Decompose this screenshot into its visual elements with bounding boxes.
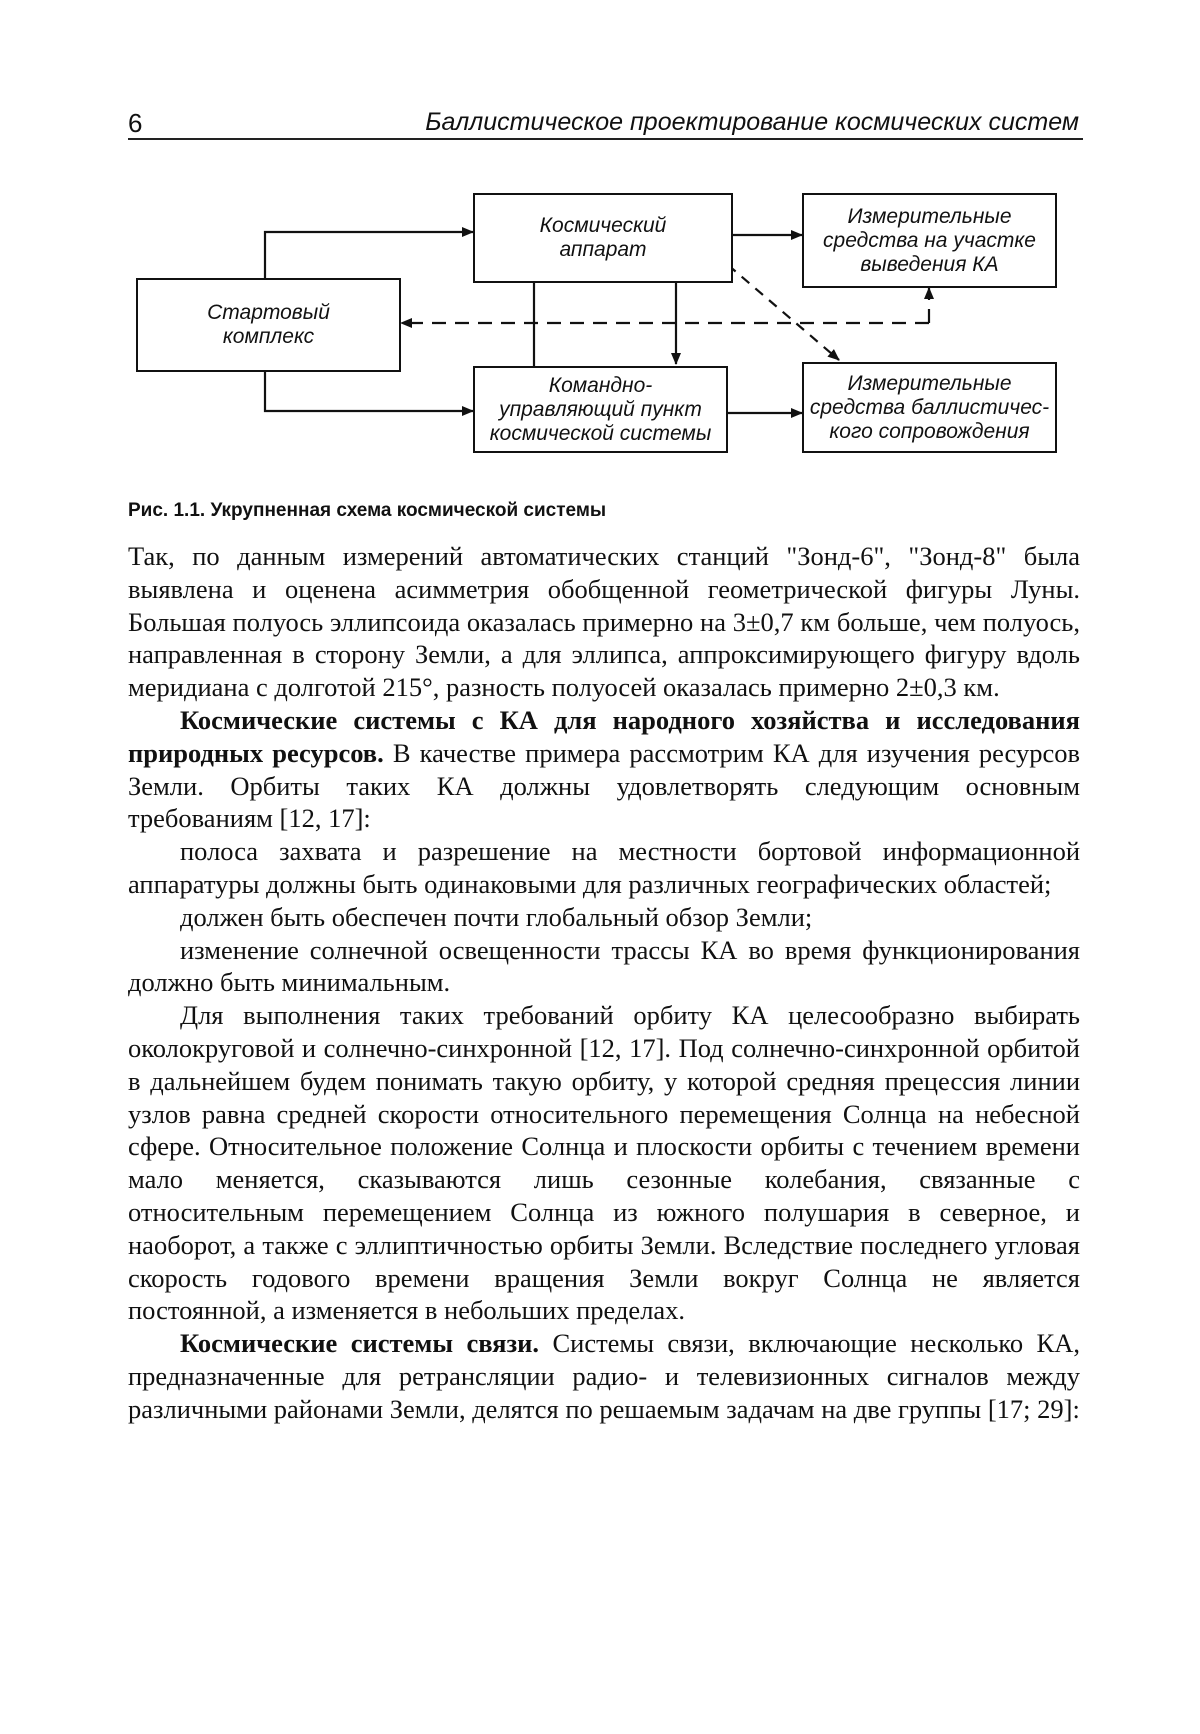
- launch-complex-box: Стартовый комплекс: [136, 278, 401, 372]
- running-title: Баллистическое проектирование космических систем: [425, 108, 1079, 136]
- paragraph: Так, по данным измерений автоматических станций "Зонд-6", "Зонд-8" была выявлена и оценена асимметрия обобщенной геометрической фигуры Луны. Большая полуось эллипсоида оказалась примерно на 3±0,7 км больше, чем полуось, направленная в сторону Земли, а для эллипса, аппроксимирующего фигуру вдоль меридиана с долготой 215°, разность полуосей оказалась примерно 2±0,3 км.: [128, 541, 1080, 703]
- figure-caption: Рис. 1.1. Укрупненная схема космической системы: [128, 500, 607, 521]
- section-heading: Космические системы с КА для народного хозяйства и исследования природных ресурсов.: [128, 704, 1080, 768]
- dashed-diagonal: [728, 265, 839, 360]
- section-heading: Космические системы связи.: [180, 1328, 540, 1359]
- page-number: 6: [128, 108, 143, 138]
- system-diagram: [0, 0, 1200, 470]
- diagram-connectors: [0, 0, 1200, 470]
- page-header: [128, 98, 1083, 140]
- measure-launch-box: Измерительные средства на участке выведения КА: [802, 193, 1057, 288]
- list-item: изменение солнечной освещенности трассы КА во время функционирования должно быть минимальным.: [128, 934, 1080, 998]
- list-item: должен быть обеспечен почти глобальный обзор Земли;: [180, 901, 813, 932]
- paragraph: Космические системы с КА для народного хозяйства и исследования природных ресурсов. В качестве примера рассмотрим КА для изучения ресурсов Земли. Орбиты таких КА должны удовлетворять следующим основным требованиям [12, 17]:: [128, 704, 1080, 834]
- paragraph: Космические системы связи. Системы связи, включающие несколько КА, предназначенные для ретрансляции радио- и телевизионных сигналов между различными районами Земли, делятся по решаемым задачам на две группы [17; 29]:: [128, 1328, 1080, 1424]
- list-item: полоса захвата и разрешение на местности бортовой информационной аппаратуры должны быть одинаковыми для различных географических областей;: [128, 836, 1080, 899]
- measure-ballistic-box: Измерительные средства баллистичес- кого сопровождения: [802, 362, 1057, 453]
- command-center-box: Командно- управляющий пункт космической системы: [473, 366, 728, 453]
- line-launch-to-command: [265, 372, 473, 411]
- spacecraft-box: Космический аппарат: [473, 193, 733, 283]
- line-launch-to-spacecraft: [265, 232, 473, 278]
- body-text: [128, 540, 1080, 1426]
- paragraph: Для выполнения таких требований орбиту КА целесообразно выбирать околокруговой и солнечно-синхронной [12, 17]. Под солнечно-синхронной орбитой в дальнейшем будем понимать такую орбиту, у которой средняя прецессия линии узлов равна средней скорости относительного перемещения Солнца на небесной сфере. Относительное положение Солнца и плоскости орбиты с течением времени мало меняется, сказываются лишь сезонные колебания, связанные с относительным перемещением Солнца из южного полушария в северное, и наоборот, а также с эллиптичностью орбиты Земли. Вследствие последнего угловая скорость годового времени вращения Земли вокруг Солнца не является постоянной, а изменяется в небольших пределах.: [128, 1000, 1080, 1326]
